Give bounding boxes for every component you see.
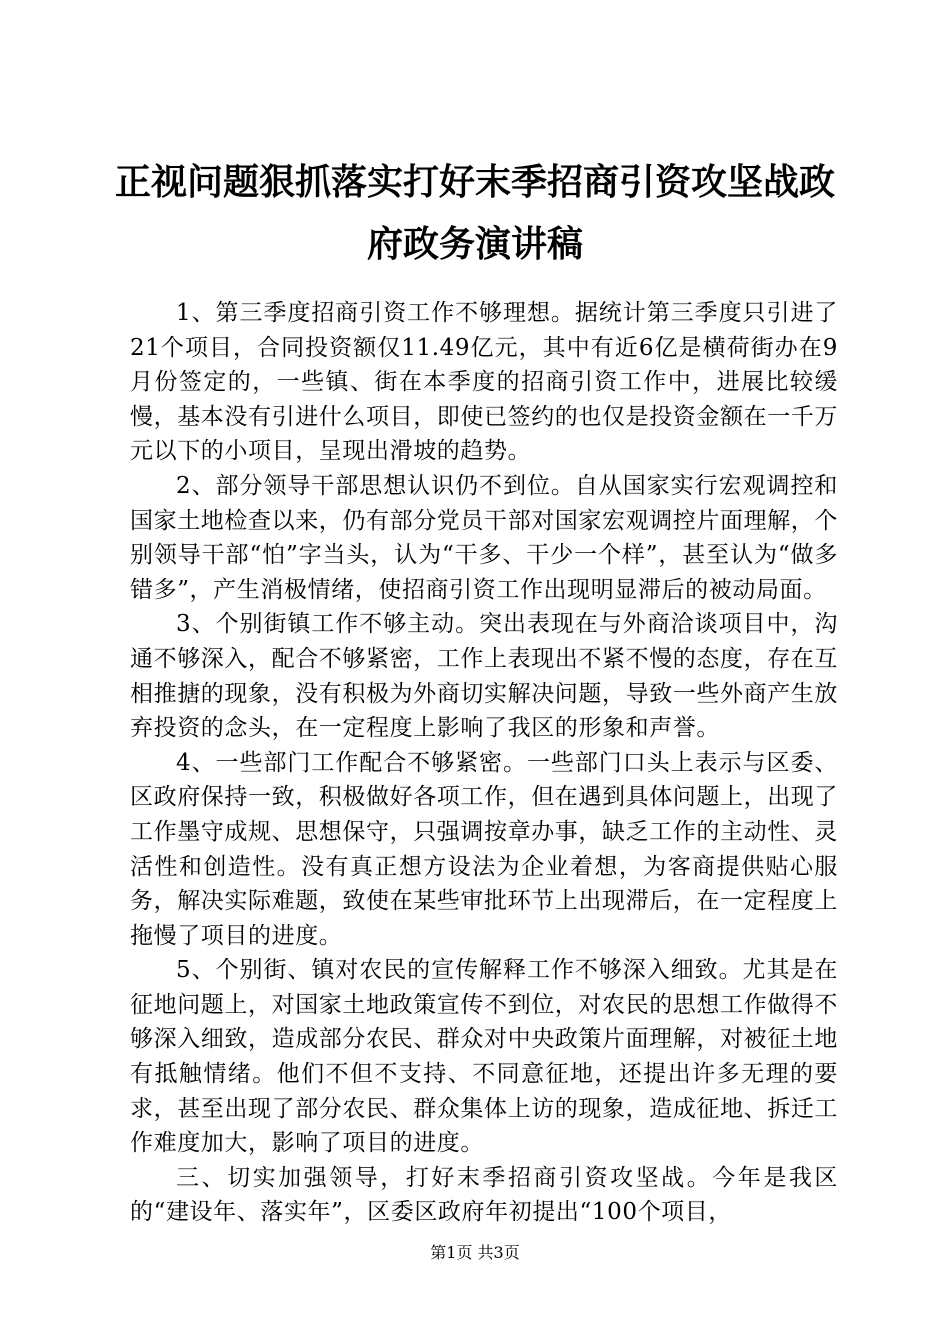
paragraph-6: 三、切实加强领导，打好末季招商引资攻坚战。今年是我区的“建设年、落实年”，区委区政府年初提出“100个项目，: [130, 1164, 838, 1226]
document-title-line-2: 府政务演讲稿: [366, 224, 583, 265]
paragraph-3: 3、个别街镇工作不够主动。突出表现在与外商洽谈项目中，沟通不够深入，配合不够紧密，工作上表现出不紧不慢的态度，存在互相推搪的现象，没有积极为外商切实解决问题，导致一些外商产生放弃投资的念头，在一定程度上影响了我区的形象和声誉。: [130, 611, 838, 742]
paragraph-5: 5、个别街、镇对农民的宣传解释工作不够深入细致。尤其是在征地问题上，对国家土地政策宣传不到位，对农民的思想工作做得不够深入细致，造成部分农民、群众对中央政策片面理解，对被征土地有抵触情绪。他们不但不支持、不同意征地，还提出许多无理的要求，甚至出现了部分农民、群众集体上访的现象，造成征地、拆迁工作难度加大，影响了项目的进度。: [130, 957, 838, 1157]
paragraph-2: 2、部分领导干部思想认识仍不到位。自从国家实行宏观调控和国家土地检查以来，仍有部分党员干部对国家宏观调控片面理解，个别领导干部“怕”字当头，认为“干多、干少一个样”，甚至认为“做多错多”，产生消极情绪，使招商引资工作出现明显滞后的被动局面。: [130, 472, 838, 603]
document-body: [130, 296, 838, 1230]
paragraph-1: 1、第三季度招商引资工作不够理想。据统计第三季度只引进了21个项目，合同投资额仅11.49亿元，其中有近6亿是横荷街办在9月份签定的，一些镇、街在本季度的招商引资工作中，进展比较缓慢，基本没有引进什么项目，即使已签约的也仅是投资金额在一千万元以下的小项目，呈现出滑坡的趋势。: [130, 300, 838, 465]
page-number-footer: 第1页 共3页: [430, 1243, 520, 1262]
document-title-line-1: 正视问题狠抓落实打好末季招商引资攻坚战政: [114, 162, 835, 203]
paragraph-4: 4、一些部门工作配合不够紧密。一些部门口头上表示与区委、区政府保持一致，积极做好各项工作，但在遇到具体问题上，出现了工作墨守成规、思想保守，只强调按章办事，缺乏工作的主动性、灵活性和创造性。没有真正想方设法为企业着想，为客商提供贴心服务，解决实际难题，致使在某些审批环节上出现滞后，在一定程度上拖慢了项目的进度。: [130, 749, 838, 949]
